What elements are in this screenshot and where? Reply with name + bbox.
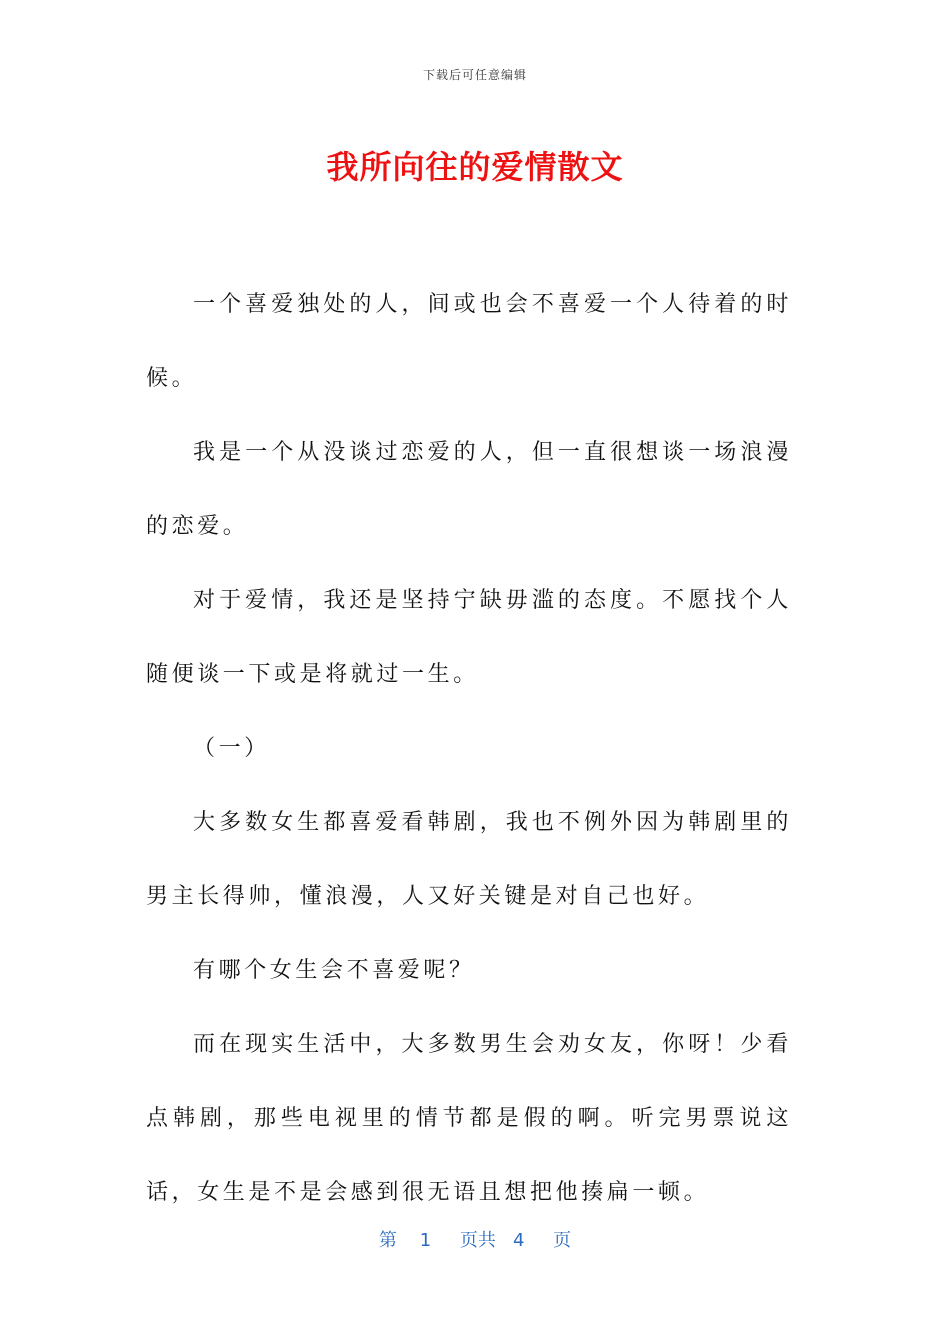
current-page-number: 1 — [419, 1230, 432, 1251]
section-heading: （一） — [193, 736, 270, 761]
document-title: 我所向往的爱情散文 — [326, 148, 624, 186]
footer-label-end: 页 — [553, 1230, 572, 1251]
page-number-footer — [0, 1226, 950, 1252]
document-body — [146, 268, 792, 1230]
paragraph: 一个喜爱独处的人，间或也会不喜爱一个人待着的时候。 — [146, 292, 792, 391]
footer-label-of: 页共 — [459, 1230, 496, 1251]
footer-label-page: 第 — [378, 1230, 397, 1251]
paragraph: 而在现实生活中，大多数男生会劝女友，你呀！少看点韩剧，那些电视里的情节都是假的啊。听完男票说这话，女生是不是会感到很无语且想把他揍扁一顿。 — [146, 1032, 792, 1205]
paragraph: 我是一个从没谈过恋爱的人，但一直很想谈一场浪漫的恋爱。 — [146, 440, 792, 539]
paragraph: 大多数女生都喜爱看韩剧，我也不例外因为韩剧里的男主长得帅，懂浪漫，人又好关键是对自己也好。 — [146, 810, 792, 909]
header-note: 下载后可任意编辑 — [422, 68, 527, 82]
total-pages-number: 4 — [513, 1230, 525, 1251]
paragraph: 有哪个女生会不喜爱呢？ — [193, 958, 475, 983]
paragraph: 对于爱情，我还是坚持宁缺毋滥的态度。不愿找个人随便谈一下或是将就过一生。 — [146, 588, 792, 687]
